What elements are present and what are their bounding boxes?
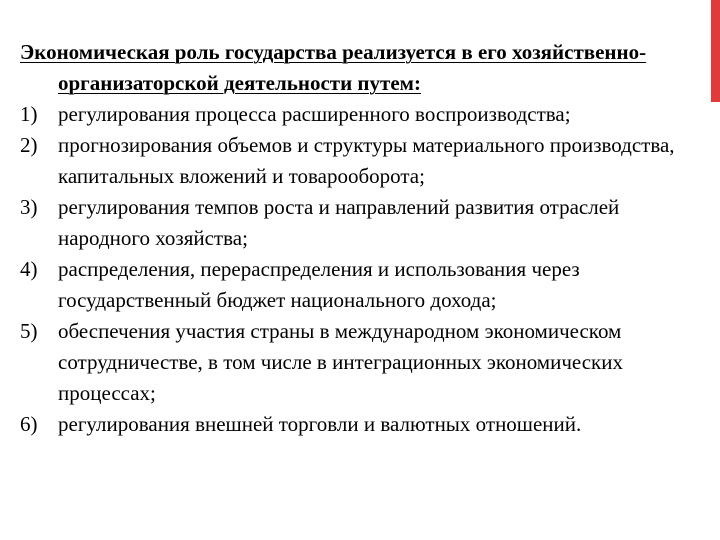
- item-text: прогнозирования объемов и структуры материального производства, капитальных вложений и товарооборота;: [58, 133, 675, 188]
- list-item: [20, 99, 685, 130]
- item-text: распределения, перераспределения и использования через государственный бюджет национального дохода;: [58, 257, 580, 312]
- slide-heading: Экономическая роль государства реализуется в его хозяйственно-организаторской деятельности путем:: [20, 40, 647, 95]
- slide-content: [20, 37, 685, 440]
- item-number: 2): [20, 133, 38, 157]
- item-number: 6): [20, 412, 38, 436]
- item-number: 1): [20, 102, 38, 126]
- item-text: регулирования внешней торговли и валютных отношений.: [58, 412, 582, 436]
- item-list: [20, 99, 685, 440]
- list-item: [20, 254, 685, 316]
- list-item: [20, 409, 685, 440]
- list-item: [20, 316, 685, 409]
- item-text: регулирования темпов роста и направлений развития отраслей народного хозяйства;: [58, 195, 620, 250]
- item-number: 5): [20, 319, 38, 343]
- item-number: 3): [20, 195, 38, 219]
- item-number: 4): [20, 257, 38, 281]
- list-item: [20, 130, 685, 192]
- accent-bar: [711, 0, 720, 102]
- item-text: регулирования процесса расширенного воспроизводства;: [58, 102, 571, 126]
- list-item: [20, 192, 685, 254]
- item-text: обеспечения участия страны в международном экономическом сотрудничестве, в том числе в интеграционных экономических процессах;: [58, 319, 624, 405]
